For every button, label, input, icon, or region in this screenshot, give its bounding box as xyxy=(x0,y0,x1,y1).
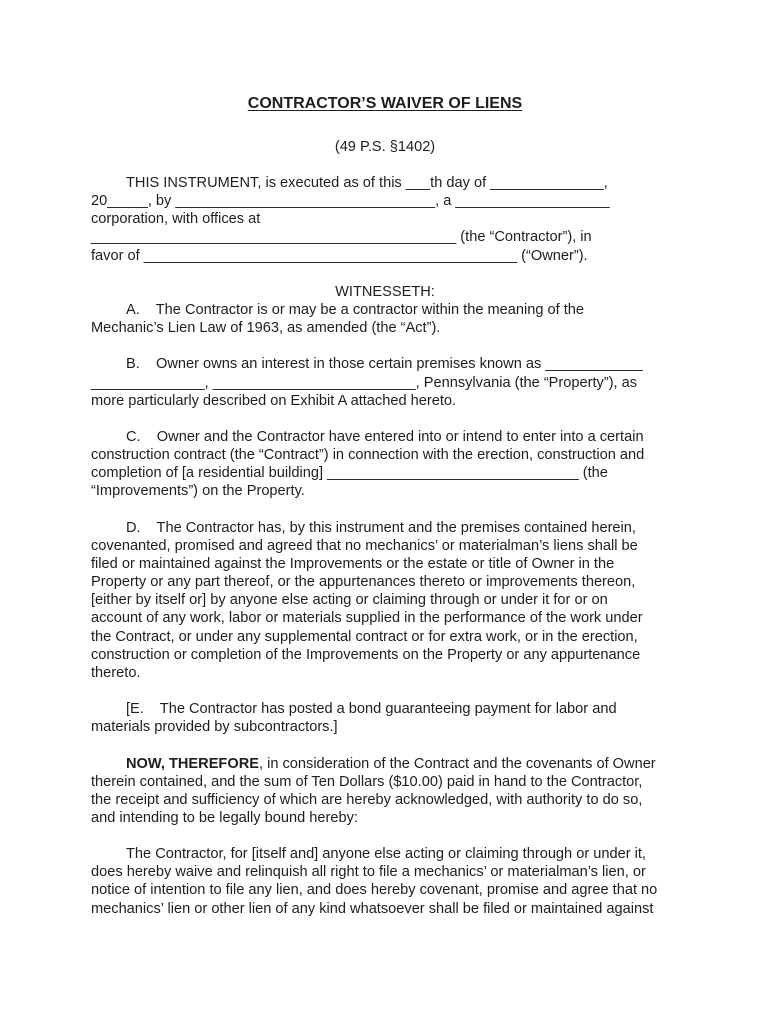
text-line: materials provided by subcontractors.] xyxy=(91,719,338,736)
waiver-paragraph xyxy=(91,845,679,918)
text-line: Mechanic’s Lien Law of 1963, as amended (the “Act”). xyxy=(91,320,441,337)
text-line: _____________________________________________ (the “Contractor”), in xyxy=(91,229,592,246)
text-line: D. The Contractor has, by this instrument and the premises contained herein, xyxy=(126,519,636,536)
now-therefore-bold: NOW, THEREFORE xyxy=(126,755,259,772)
text-line: [E. The Contractor has posted a bond guaranteeing payment for labor and xyxy=(126,701,617,718)
text-line: ______________, _________________________, Pennsylvania (the “Property”), as xyxy=(91,374,638,391)
text-span: , in consideration of the Contract and the covenants of Owner xyxy=(258,755,656,772)
text-line: 20_____, by ________________________________, a ___________________ xyxy=(91,193,610,210)
text-line: Property or any part thereof, or the appurtenances thereto or improvements thereon, xyxy=(91,574,636,591)
text-line: the Contract, or under any supplemental contract or for extra work, or in the erection, xyxy=(91,628,638,645)
text-line: favor of ______________________________________________ (“Owner”). xyxy=(91,247,588,264)
text-line: B. Owner owns an interest in those certain premises known as ____________ xyxy=(126,356,643,373)
text-line: construction contract (the “Contract”) in connection with the erection, construction and xyxy=(91,447,645,464)
text-line: and intending to be legally bound hereby: xyxy=(91,809,358,826)
text-line: covenanted, promised and agreed that no mechanics’ or materialman’s liens shall be xyxy=(91,537,638,554)
intro-paragraph xyxy=(91,174,679,265)
text-line: corporation, with offices at xyxy=(91,211,261,228)
text-line: C. Owner and the Contractor have entered into or intend to enter into a certain xyxy=(126,428,644,445)
text-line: A. The Contractor is or may be a contractor within the meaning of the xyxy=(126,301,585,318)
document-title: CONTRACTOR’S WAIVER OF LIENS xyxy=(247,95,523,112)
text-line: the receipt and sufficiency of which are hereby acknowledged, with authority to do so, xyxy=(91,791,643,808)
text-line: therein contained, and the sum of Ten Dollars ($10.00) paid in hand to the Contractor, xyxy=(91,773,643,790)
text-line: more particularly described on Exhibit A attached hereto. xyxy=(91,392,457,409)
witnesseth-heading: WITNESSETH: xyxy=(335,283,435,300)
text-line: mechanics’ lien or other lien of any kind whatsoever shall be filed or maintained against xyxy=(91,900,654,917)
recital-a xyxy=(91,301,679,337)
text-line: [either by itself or] by anyone else acting or claiming through or under it for or on xyxy=(91,592,608,609)
text-line: account of any work, labor or materials supplied in the performance of the work under xyxy=(91,610,643,627)
text-line: construction or completion of the Improvements on the Property or any appurtenance xyxy=(91,646,641,663)
text-line: filed or maintained against the Improvements or the estate or title of Owner in the xyxy=(91,555,615,572)
recital-b xyxy=(91,355,679,409)
text-line: The Contractor, for [itself and] anyone else acting or claiming through or under it, xyxy=(126,846,646,863)
statute-citation: (49 P.S. §1402) xyxy=(334,139,436,155)
document-body xyxy=(91,174,679,918)
operative-clause xyxy=(91,755,679,828)
text-line: thereto. xyxy=(91,664,141,681)
text-line: “Improvements”) on the Property. xyxy=(91,483,305,500)
text-line: notice of intention to file any lien, and does hereby covenant, promise and agree that no xyxy=(91,882,658,899)
recital-c xyxy=(91,428,679,501)
text-line: THIS INSTRUMENT, is executed as of this ___th day of ______________, xyxy=(126,175,608,191)
text-line: does hereby waive and relinquish all right to file a mechanics’ or materialman’s lien, or xyxy=(91,864,646,881)
text-line: completion of [a residential building] _______________________________ (the xyxy=(91,465,608,482)
recital-d xyxy=(91,519,679,682)
recital-e xyxy=(91,700,679,736)
text-line xyxy=(91,755,679,773)
